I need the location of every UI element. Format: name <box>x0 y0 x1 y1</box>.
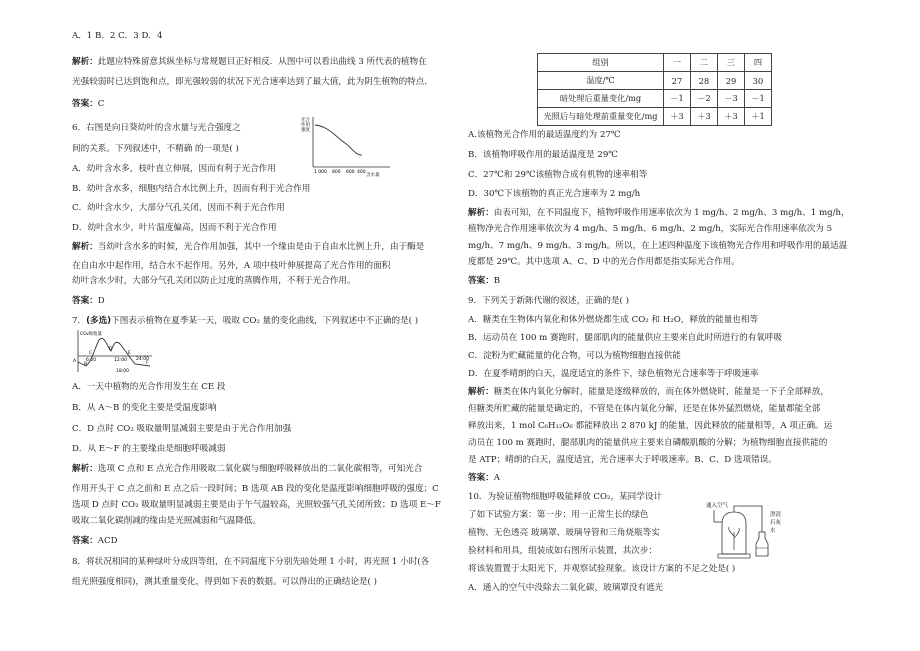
q8-analysis: 解析：由表可知，在不同温度下，植物呼吸作用速率依次为 1 mg/h、2 mg/h、3 mg/h、1 mg/h， <box>468 208 850 218</box>
q6-xtick-4: 400 <box>357 170 366 175</box>
table-cell: －2 <box>691 90 718 108</box>
table-cell: －1 <box>664 90 691 108</box>
q7-figure <box>72 328 154 374</box>
q10-stem: 10．为验证植物细胞呼吸能释放 CO₂，某同学设计 <box>468 492 663 502</box>
q9-option-c: C．淀粉为贮藏能量的化合物，可以为植物细胞直接供能 <box>468 351 681 361</box>
q9-analysis-cont1: 但糖类所贮藏的能量是确定的，不管是在体内氧化分解，还是在体外猛烈燃烧，能量都能全部 <box>468 404 821 414</box>
q6-stem-cont: 间的关系。下列叙述中，不精确 的一项是( ) <box>72 144 239 154</box>
q6-option-d: D．幼叶含水少，叶片温度偏高，因而不利于光合作用 <box>72 223 277 233</box>
q10-inlet-label: 通入空气 <box>706 503 729 509</box>
table-header-row <box>538 54 772 72</box>
q9-analysis-cont2: 释放出来，1 mol C₆H₁₂O₆ 都能释放出 2 870 kJ 的能量，因此释放的能量相等，A 项正确。运 <box>468 421 833 431</box>
table-cell: ＋3 <box>691 108 718 126</box>
table-cell: ＋3 <box>718 108 745 126</box>
q7-analysis-cont1: 作用开头于 C 点之前和 E 点之后一段时间；B 选项 AB 段的变化是温度影响细胞呼吸的强度；C <box>72 484 439 494</box>
q7-analysis-cont2: 选项 D 点时 CO₂ 吸取量明显减弱主要是由于午气温较高，光照较强气孔关闭所致；D 选项 E～F <box>72 500 441 510</box>
table-row-label: 光照后与暗处理前重量变化/mg <box>538 108 664 126</box>
table-header-cell: 二 <box>691 54 718 72</box>
q7-ylabel: CO₂吸收量 <box>80 332 102 337</box>
q8-option-b: B．该植物呼吸作用的最适温度是 29℃ <box>468 150 618 160</box>
q7-option-c: C．D 点时 CO₂ 吸取量明显减弱主要是由于光合作用加强 <box>72 424 292 434</box>
q10-stem-cont1: 了如下试验方案：第一步：用一正常生长的绿色 <box>468 510 649 520</box>
q7-stem: 7．(多选)下图表示植物在夏季某一天，吸取 CO₂ 量的变化曲线，下列叙述中不正确的是( ) <box>72 316 419 326</box>
q6-analysis-cont2: 幼叶含水少时，大部分气孔关闭以防止过度的蒸腾作用，不利于光合作用。 <box>72 276 356 286</box>
table-row <box>538 72 772 90</box>
q10-stem-cont2: 植物、无色透亮 玻璃罩、玻璃导管和三角烧瓶等实 <box>468 528 660 538</box>
q5-answer: 答案：C <box>72 99 105 109</box>
q6-answer: 答案：D <box>72 296 105 306</box>
q7-option-d: D．从 E～F 的主要缘由是细胞呼吸减弱 <box>72 444 226 454</box>
q6-ylabel-2: 作用 <box>301 123 310 128</box>
q7-point-e: E <box>128 351 131 356</box>
q7-point-f: F <box>146 361 149 366</box>
q9-analysis-cont3: 动员在 100 m 赛跑时，腿部肌肉的能量供应主要来自磷酸肌酸的分解；为植物细胞直接供能的 <box>468 438 828 448</box>
table-header-cell: 组别 <box>538 54 664 72</box>
q8-option-a: A.该植物光合作用的最适温度约为 27℃ <box>468 130 621 140</box>
q5-analysis-cont: 光强较弱时已达到饱和点，即光强较弱的状况下光合速率达到了最大值，此为阴生植物的特点． <box>72 77 433 87</box>
q9-answer: 答案：A <box>468 473 501 483</box>
q10-inlet-tube <box>714 510 722 522</box>
q8-analysis-cont2: mg/h、7 mg/h、9 mg/h、3 mg/h。所以，在上述四种温度下该植物光合作用和呼吸作用的最适温 <box>468 241 848 251</box>
table-row <box>538 90 772 108</box>
q7-time-3: 18:00 <box>116 369 129 374</box>
table-row <box>538 108 772 126</box>
q7-point-a: A <box>73 359 77 364</box>
q10-outlet-label-1: 澄清 <box>770 512 782 518</box>
q10-plant <box>729 527 740 550</box>
q6-figure <box>300 115 392 180</box>
q10-outlet-label-2: 石灰 <box>770 520 782 526</box>
q6-stem: 6．右图是向日葵幼叶的含水量与光合强度之 <box>72 123 241 133</box>
q9-analysis: 解析：糖类在体内氧化分解时，能量是逐级释放的，而在体外燃烧时，能量是一下子全部释放， <box>468 387 829 397</box>
q9-option-d: D．在夏季晴朗的白天，温度适宜的条件下，绿色植物光合速率等于呼吸速率 <box>468 369 759 379</box>
q10-option-a: A．通入的空气中没除去二氧化碳，玻璃罩没有遮光 <box>468 583 664 593</box>
q6-option-c: C．幼叶含水少，大部分气孔关闭，因而不利于光合作用 <box>72 203 285 213</box>
q6-analysis: 解析：当幼叶含水多的时候，光合作用加强，其中一个缘由是由于自由水比例上升，由于酶是 <box>72 242 425 252</box>
table-cell: 27 <box>664 72 691 90</box>
q8-answer: 答案：B <box>468 276 501 286</box>
q6-option-b: B．幼叶含水多，细胞内结合水比例上升，因而有利于光合作用 <box>72 184 311 194</box>
q6-xtick-2: 800 <box>332 170 341 175</box>
table-cell: ＋1 <box>745 108 772 126</box>
q9-option-a: A．糖类在生物体内氧化和体外燃烧都生成 CO₂ 和 H₂O，释放的能量也相等 <box>468 315 759 325</box>
q8-option-c: C．27℃和 29℃该植物合成有机物的速率相等 <box>468 170 648 180</box>
q5-options: A．1 B．2 C．3 D．4 <box>72 31 163 41</box>
q8-stem: 8．将状况相同的某种绿叶分成四等组，在不同温度下分别先暗处理 1 小时，再光照 1 小时(各 <box>72 557 430 567</box>
q7-analysis: 解析：选项 C 点和 E 点光合作用吸取二氧化碳与细胞呼吸释放出的二氧化碳相等，可知光合 <box>72 464 423 474</box>
table-header-cell: 一 <box>664 54 691 72</box>
q10-conical-flask <box>756 532 768 556</box>
q5-analysis: 解析：此题应特殊留意其纵坐标与常规题目正好相反．从图中可以看出曲线 3 所代表的植物在 <box>72 57 427 67</box>
q6-ylabel-3: 强度 <box>301 128 310 133</box>
q7-analysis-cont3: 吸取二氧化碳削减的缘由是光照减弱和气温降低。 <box>72 516 262 526</box>
q10-outlet-tube <box>734 506 762 532</box>
q7-point-c: C <box>89 351 93 356</box>
table-row-label: 温度/℃ <box>538 72 664 90</box>
q9-option-b: B．运动员在 100 m 赛跑时，腿部肌肉的能量供应主要来自此时所进行的有氧呼吸 <box>468 333 783 343</box>
q7-point-d: D <box>109 347 113 352</box>
q10-stem-cont4: 将该装置置于太阳光下，并观察试验现象。该设计方案的不足之处是( ) <box>468 564 736 574</box>
q7-time-4: 24:00 <box>136 357 149 362</box>
q10-apparatus-figure <box>704 498 788 562</box>
table-header-cell: 四 <box>745 54 772 72</box>
q8-option-d: D．30℃下该植物的真正光合速率为 2 mg/h <box>468 189 641 199</box>
q6-analysis-cont1: 在自由水中起作用，结合水不起作用。另外，A 项中枝叶伸展提高了光合作用的面积 <box>72 261 391 271</box>
table-row-label: 暗处理后重量变化/mg <box>538 90 664 108</box>
q7-option-b: B．从 A～B 的变化主要是受温度影响 <box>72 403 217 413</box>
table-cell: 28 <box>691 72 718 90</box>
table-cell: －1 <box>745 90 772 108</box>
q6-option-a: A．幼叶含水多，枝叶直立伸展，因而有利于光合作用 <box>72 164 276 174</box>
q10-base-plate <box>718 554 750 558</box>
q9-analysis-cont4: 是 ATP；晴朗的白天，温度适宜，光合速率大于呼吸速率。B、C、D 选项错误。 <box>468 455 777 465</box>
q7-answer: 答案：ACD <box>72 536 118 546</box>
q7-time-1: 6:00 <box>86 358 97 363</box>
table-header-cell: 三 <box>718 54 745 72</box>
q7-option-a: A．一天中植物的光合作用发生在 CE 段 <box>72 382 226 392</box>
q6-xtick-1: 1 000 <box>314 170 327 175</box>
q9-stem: 9．下列关于新陈代谢的叙述，正确的是( ) <box>468 296 629 306</box>
q6-xtick-3: 600 <box>346 170 355 175</box>
table-cell: 30 <box>745 72 772 90</box>
q8-analysis-cont1: 植物净光合作用速率依次为 4 mg/h、5 mg/h、6 mg/h、2 mg/h，实际光合作用速率依次为 5 <box>468 224 833 234</box>
q8-analysis-cont3: 度都是 29℃。其中选项 A、C、D 中的光合作用都是指实际光合作用。 <box>468 257 740 267</box>
q7-point-b: B <box>84 362 88 367</box>
q6-ylabel-1: 光合 <box>301 118 310 123</box>
q8-data-table <box>537 53 772 126</box>
q7-time-2: 12:00 <box>114 358 127 363</box>
q6-curve <box>315 125 362 155</box>
q6-xlabel: 含水量 <box>366 173 380 178</box>
table-cell: 29 <box>718 72 745 90</box>
q10-stem-cont3: 验材料和用具，组装成如右图所示装置，其次步： <box>468 546 658 556</box>
table-cell: －3 <box>718 90 745 108</box>
q8-stem-cont: 组光照强度相同)，测其重量变化，得到如下表的数据。可以得出的正确结论是( ) <box>72 577 377 587</box>
table-cell: ＋3 <box>664 108 691 126</box>
q10-outlet-label-3: 水 <box>770 528 776 534</box>
